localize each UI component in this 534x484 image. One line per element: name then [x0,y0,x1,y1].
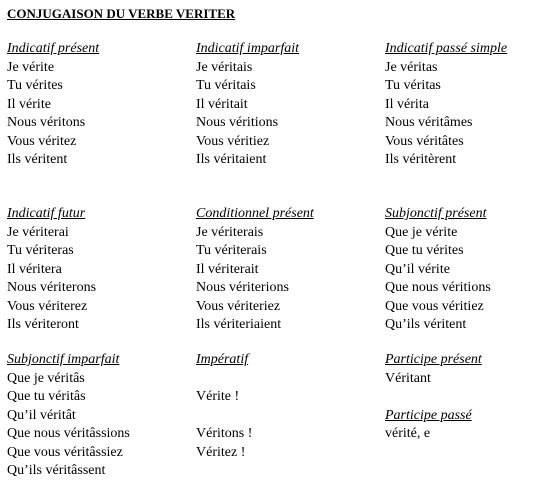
participe-block [385,351,482,444]
section-heading: Participe passé [385,407,472,423]
conjugation-line: Qu’ils véritâssent [7,463,106,478]
conjugation-line: Nous vériterons [7,280,97,295]
conjugation-line: Il vériterа [7,261,62,277]
indicatif-passe-simple-block [385,40,507,170]
conjugation-line: Il vériterait [196,261,259,277]
conjugation-line [196,462,252,481]
conjugation-line: Que nous véritions [385,280,491,295]
conjugation-line: Qu’il véritât [7,407,76,423]
section-heading: Indicatif passé simple [385,41,508,56]
conjugation-line: Nous vériterions [196,280,289,295]
section-heading: Indicatif imparfait [196,41,300,56]
conjugation-line: Je véritas [385,59,438,75]
conjugation-line: Que vous véritiez [385,298,484,314]
conjugation-line: Qu’ils véritent [385,317,467,332]
conjugation-line: Tu vériteras [7,243,74,258]
conjugation-line: Nous véritons [7,115,86,130]
section-heading: Indicatif présent [7,41,100,56]
conjugation-line: Que je vérite [385,224,458,240]
conjugation-line: Vous vériteriez [196,298,281,314]
conjugation-line: Que nous véritâssions [7,426,130,441]
conjugation-line [385,388,482,407]
conjugation-line: Tu vériterais [196,243,267,258]
section-heading: Subjonctif imparfait [7,352,120,367]
conjugation-line: Nous véritâmes [385,115,473,130]
conjugation-line: Vous véritiez [196,133,270,149]
conjugation-line: Il vérite [7,96,51,112]
conjugation-line: Véritons ! [196,426,253,441]
conjugation-line: Ils véritent [7,152,68,167]
conjugation-line: Ils vériteriaient [196,317,282,332]
conjugation-line: Je vérite [7,59,55,75]
indicatif-imparfait-block [196,40,299,170]
conjugation-line: Il vérita [385,96,429,112]
conjugation-line: Je vériterai [7,224,69,240]
indicatif-futur-block [7,205,96,335]
conjugation-line: Que tu vérites [385,243,464,258]
imperatif-block [196,351,252,481]
conjugation-line: Qu’il vérite [385,261,450,277]
conjugation-line: vérité, e [385,426,431,441]
conjugation-line: Que tu véritâs [7,389,86,404]
conjugation-line: Véritant [385,370,431,386]
conjugation-line: Vous véritâtes [385,133,464,149]
section-heading: Conditionnel présent [196,206,314,221]
conjugation-line: Je véritais [196,59,253,75]
conjugation-line: Que vous véritâssiez [7,444,123,460]
conjugation-line: Véritez ! [196,444,246,460]
conjugation-line: Vous véritez [7,133,77,149]
conjugation-line: Ils véritaient [196,152,267,167]
conjugation-line [196,370,252,389]
subjonctif-present-block [385,205,491,335]
section-heading: Impératif [196,352,249,367]
section-heading: Participe présent [385,352,482,367]
conjugation-line: Que je véritâs [7,370,85,386]
conjugation-line: Ils vériteront [7,317,79,332]
conjugation-line: Tu véritais [196,78,256,93]
page-title: CONJUGAISON DU VERBE VERITER [7,6,236,21]
conjugation-line: Il véritait [196,96,248,112]
section-heading: Subjonctif présent [385,206,487,221]
conjugation-line: Je vériterais [196,224,264,240]
conjugation-line: Nous véritions [196,115,279,130]
conjugation-line: Vérite ! [196,389,240,404]
conjugation-line [196,407,252,426]
subjonctif-imparfait-block [7,351,130,481]
conjugation-line: Tu vérites [7,78,63,93]
section-heading: Indicatif futur [7,206,86,221]
conditionnel-present-block [196,205,314,335]
indicatif-present-block [7,40,99,170]
conjugation-line: Tu véritas [385,78,441,93]
conjugation-line: Vous vériterez [7,298,88,314]
conjugation-line: Ils véritèrent [385,152,457,167]
